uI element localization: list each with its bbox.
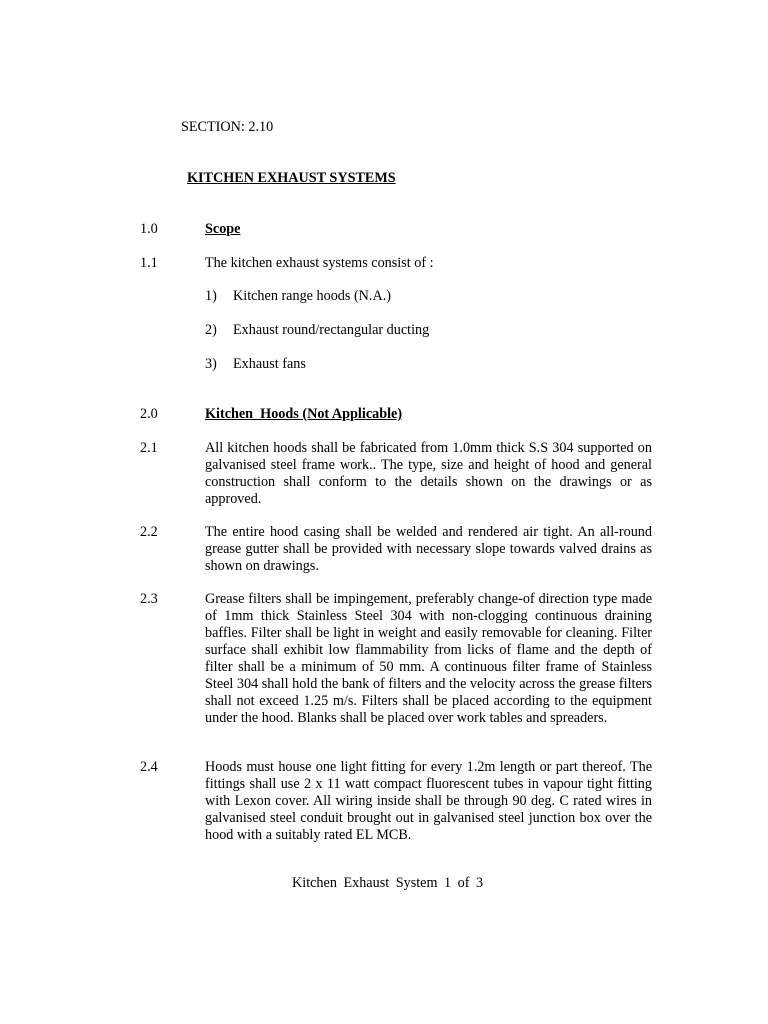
section-number-2-0: 2.0: [140, 406, 158, 422]
section-number-1-0: 1.0: [140, 221, 158, 237]
list-item: [205, 322, 429, 339]
list-item-text: Exhaust fans: [233, 356, 306, 372]
paragraph-1-1: The kitchen exhaust systems consist of :: [205, 255, 434, 271]
list-item: [205, 356, 306, 373]
section-number-2-1: 2.1: [140, 440, 158, 456]
section-number-2-4: 2.4: [140, 759, 158, 775]
section-number-2-3: 2.3: [140, 591, 158, 607]
heading-scope: Scope: [205, 221, 241, 237]
list-item-text: Exhaust round/rectangular ducting: [233, 322, 430, 338]
list-item-number: 1): [205, 288, 217, 304]
heading-kitchen-hoods: Kitchen Hoods (Not Applicable): [205, 406, 403, 422]
page-footer: Kitchen Exhaust System 1 of 3: [292, 875, 484, 891]
section-number-2-2: 2.2: [140, 524, 158, 540]
paragraph-2-2: The entire hood casing shall be welded and rendered air tight. An all-round grease gutter shall be provided with necessary slope towards valved drains as shown on drawings.: [205, 524, 652, 574]
paragraph-2-3: Grease filters shall be impingement, preferably change-of direction type made of 1mm thick Stainless Steel 304 with non-clogging continuous draining baffles. Filter shall be light in weight and easily removable for cleaning. Filter surface shall exhibit low flammability from licks of flame and the depth of filter shall be a minimum of 50 mm. A continuous filter frame of Stainless Steel 304 shall hold the bank of filters and the velocity across the grease filters shall not exceed 1.25 m/s. Filters shall be placed according to the equipment under the hood. Blanks shall be placed over work tables and spreaders.: [205, 591, 652, 726]
document-title: KITCHEN EXHAUST SYSTEMS: [187, 170, 396, 186]
paragraph-2-4: Hoods must house one light fitting for every 1.2m length or part thereof. The fittings shall use 2 x 11 watt compact fluorescent tubes in vapour tight fitting with Lexon cover. All wiring inside shall be through 90 deg. C rated wires in galvanised steel conduit brought out in galvanised steel junction box over the hood with a suitably rated EL MCB.: [205, 759, 652, 843]
section-label: SECTION: 2.10: [181, 119, 274, 135]
list-item: [205, 288, 391, 305]
section-number-1-1: 1.1: [140, 255, 158, 271]
list-item-number: 3): [205, 356, 217, 372]
list-item-number: 2): [205, 322, 217, 338]
paragraph-2-1: All kitchen hoods shall be fabricated from 1.0mm thick S.S 304 supported on galvanised steel frame work.. The type, size and height of hood and general construction shall conform to the details shown on the drawings or as approved.: [205, 440, 652, 507]
list-item-text: Kitchen range hoods (N.A.): [233, 288, 391, 304]
